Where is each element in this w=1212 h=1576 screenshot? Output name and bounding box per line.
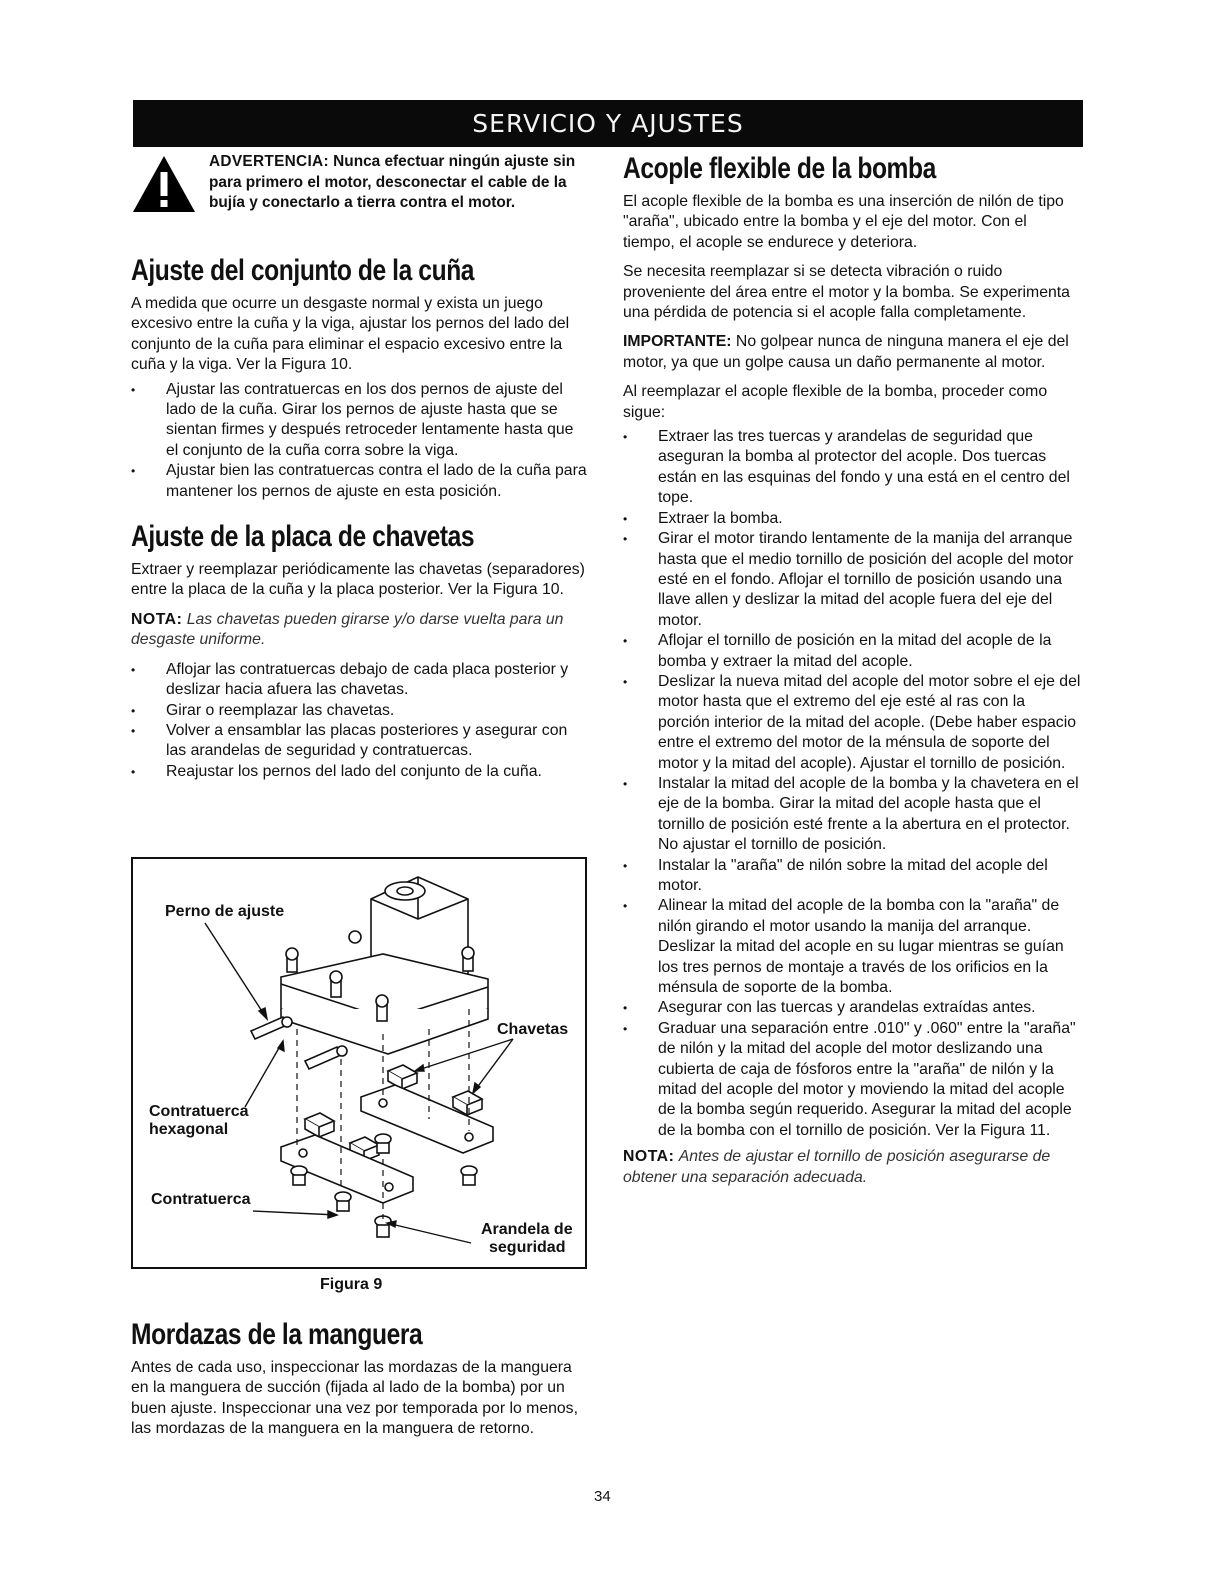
warning-label: ADVERTENCIA: [209, 153, 329, 170]
page-number: 34 [594, 1488, 611, 1505]
coupler-p3: Al reemplazar el acople flexible de la bomba, proceder como sigue: [623, 383, 1048, 421]
nota-text: Antes de ajustar el tornillo de posición asegurarse de obtener una separación adecuada. [623, 1148, 1051, 1186]
section-banner: SERVICIO Y AJUSTES [133, 100, 1083, 147]
list-item: • Aflojar el tornillo de posición en la mitad del acople de la bomba y extraer la mitad del acople. [623, 631, 1081, 672]
nota-label: NOTA: [131, 610, 183, 628]
coupler-nota [623, 1147, 1081, 1188]
label-contratuerca-hex-1: Contratuerca [149, 1103, 249, 1120]
keys-nota [131, 610, 589, 651]
important-label: IMPORTANTE: [623, 333, 732, 351]
figure-9 [131, 857, 587, 1269]
list-item: • Asegurar con las tuercas y arandelas extraídas antes. [623, 998, 1081, 1018]
keys-title: Ajuste de la placa de chavetas [131, 520, 475, 554]
label-arandela-1: Arandela de [481, 1221, 573, 1238]
nota-label: NOTA: [623, 1148, 675, 1166]
list-item: • Extraer las tres tuercas y arandelas de seguridad que aseguran la bomba al protector del acople. Dos tuercas están en las esquinas del fondo y una está en el centro del tope. [623, 427, 1081, 509]
list-item: • Instalar la "araña" de nilón sobre la mitad del acople del motor. [623, 856, 1081, 897]
wedge-bullets [131, 380, 589, 502]
coupler-bullets [623, 427, 1081, 1141]
list-item: • Graduar una separación entre .010" y .060" entre la "araña" de nilón y la mitad del acople del motor deslizando una cubierta de caja de fósforos entre la "araña" de nilón y la mitad del acople del motor y moviendo la mitad del acople de la bomba según requerido. Asegurar la mitad del acople de la bomba con el tornillo de posición. Ver la Figura 11. [623, 1019, 1081, 1141]
list-item: • Ajustar bien las contratuercas contra el lado de la cuña para mantener los pernos de ajuste en esta posición. [131, 461, 589, 502]
list-item: • Volver a ensamblar las placas posteriores y asegurar con las arandelas de seguridad y contratuercas. [131, 721, 589, 762]
list-item: • Aflojar las contratuercas debajo de cada placa posterior y deslizar hacia afuera las chavetas. [131, 660, 589, 701]
coupler-p2: Se necesita reemplazar si se detecta vibración o ruido proveniente del área entre el motor y la bomba. Se experimenta una pérdida de potencia si el acople falla completamente. [623, 263, 1070, 322]
list-item: • Girar el motor tirando lentamente de la manija del arranque hasta que el medio tornillo de posición del acople del motor esté en el fondo. Aflojar el tornillo de posición usando una llave allen y deslizar la mitad del acople fuera del eje del motor. [623, 529, 1081, 631]
hose-title: Mordazas de la manguera [131, 1318, 423, 1351]
keys-bullets [131, 660, 589, 782]
warning-block [131, 152, 589, 236]
wedge-title: Ajuste del conjunto de la cuña [131, 254, 475, 287]
list-item: • Girar o reemplazar las chavetas. [131, 701, 589, 721]
list-item: • Ajustar las contratuercas en los dos pernos de ajuste del lado de la cuña. Girar los pernos de ajuste hasta que se sientan firmes y después retroceder lentamente hasta que el conjunto de la cuña corra sobre la viga. [131, 380, 589, 462]
label-contratuerca: Contratuerca [151, 1191, 251, 1208]
label-arandela-2: seguridad [489, 1239, 566, 1256]
list-item: • Instalar la mitad del acople de la bomba y la chavetera en el eje de la bomba. Girar la mitad del acople hasta que el tornillo de posición esté frente a la abertura en el protector. No ajustar el tornillo de posición. [623, 774, 1081, 856]
label-chavetas: Chavetas [497, 1021, 569, 1038]
wedge-intro: A medida que ocurre un desgaste normal y exista un juego excesivo entre la cuña y la viga, ajustar los pernos del lado del conjunto de la cuña para eliminar el espacio excesivo entre la cuña y la viga. Ver la Figura 10. [131, 295, 570, 374]
coupler-important [623, 332, 1081, 373]
warning-text: Nunca efectuar ningún ajuste sin para primero el motor, desconectar el cable de la bujía y conectarlo a tierra contra el motor. [209, 153, 576, 211]
hose-section [131, 1318, 589, 1440]
warning-triangle-icon [131, 154, 197, 214]
figure-caption: Figura 9 [320, 1276, 383, 1293]
hose-text: Antes de cada uso, inspeccionar las mordazas de la manguera en la manguera de succión (fijada al lado de la bomba) por un buen ajuste. Inspeccionar una vez por temporada por lo menos, las mordazas de la manguera en la manguera de retorno. [131, 1359, 578, 1438]
list-item: • Deslizar la nueva mitad del acople del motor sobre el eje del motor hasta que el extremo del eje esté al ras con la porción interior de la mitad del acople. (Debe haber espacio entre el extremo del motor de la ménsula de soporte del motor y la mitad del acople). Ajustar el tornillo de posición. [623, 672, 1081, 774]
list-item: • Reajustar los pernos del lado del conjunto de la cuña. [131, 762, 589, 782]
list-item: • Extraer la bomba. [623, 509, 1081, 529]
right-column [623, 152, 1081, 1188]
nota-text: Las chavetas pueden girarse y/o darse vuelta para un desgaste uniforme. [131, 610, 564, 649]
left-column [131, 152, 589, 782]
label-contratuerca-hex-2: hexagonal [149, 1121, 229, 1138]
list-item: • Alinear la mitad del acople de la bomba con la "araña" de nilón girando el motor usando la manija del arranque. Deslizar la mitad del acople en su lugar mientras se guían los tres pernos de montaje a través de los orificios en la ménsula de soporte de la bomba. [623, 896, 1081, 998]
important-text: No golpear nunca de ninguna manera el eje del motor, ya que un golpe causa un daño permanente al motor. [623, 333, 1069, 371]
coupler-p1: El acople flexible de la bomba es una inserción de nilón de tipo "araña", ubicado entre la bomba y el eje del motor. Con el tiempo, el acople se endurece y deteriora. [623, 193, 1064, 251]
label-perno: Perno de ajuste [165, 903, 285, 920]
coupler-title: Acople flexible de la bomba [623, 152, 936, 185]
keys-intro: Extraer y reemplazar periódicamente las chavetas (separadores) entre la placa de la cuña y la placa posterior. Ver la Figura 10. [131, 561, 585, 599]
